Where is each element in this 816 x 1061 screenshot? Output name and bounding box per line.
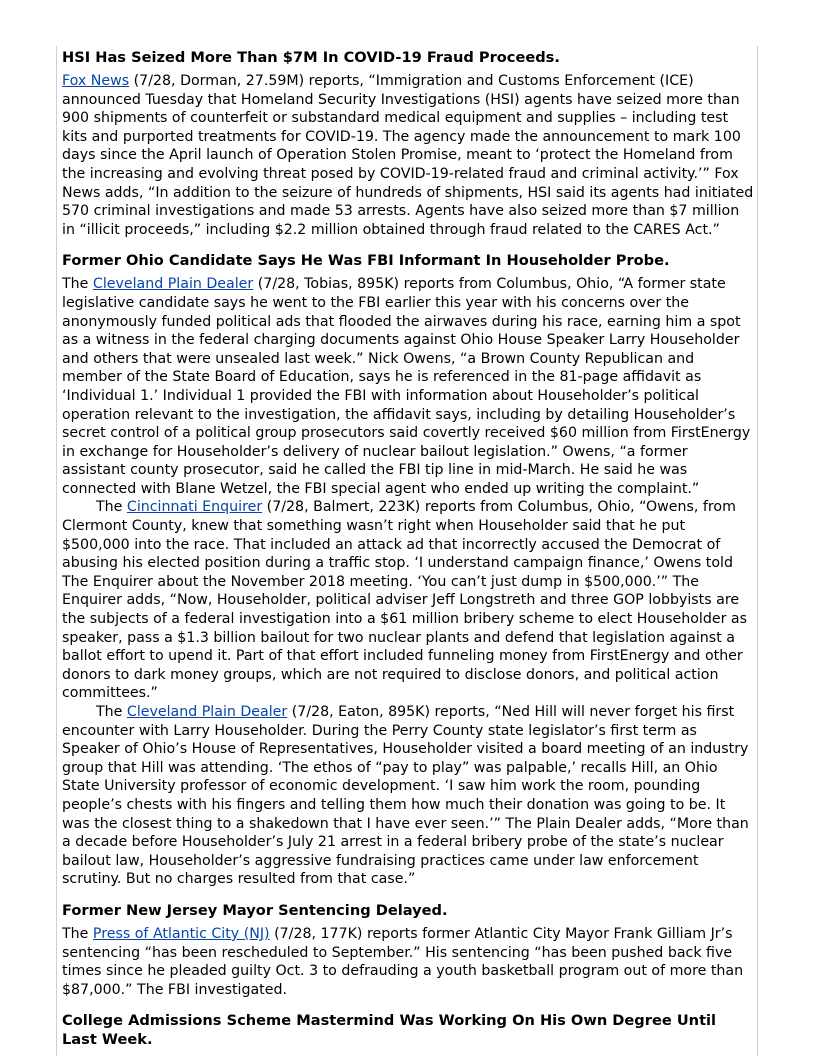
story-paragraph [62, 703, 754, 889]
paragraph-text: (7/28, Tobias, 895K) reports from Columbus, Ohio, “A former state legislative candidate says he went to the FBI earlier this year with his concerns over the anonymously funded political ads that flooded the airwaves during his race, earning him a spot as a witness in the federal charging documents against Ohio House Speaker Larry Householder and others that were unsealed last week.” Nick Owens, “a Brown County Republican and member of the State Board of Education, says he is referenced in the 81-page affidavit as ‘Individual 1.’ Individual 1 provided the FBI with information about Householder’s political operation relevant to the investigation, the affidavit says, including by detailing Householder’s secret control of a political group prosecutors said covertly received $60 million from FirstEnergy in exchange for Householder’s delivery of nuclear bailout legislation.” Owens, “a former assistant county prosecutor, said he called the FBI tip line in mid-March. He said he was connected with Blane Wetzel, the FBI special agent who ended up writing the complaint.” [62, 276, 751, 497]
paragraph-prefix: The [96, 704, 127, 720]
source-link-fox-news[interactable]: Fox News [62, 73, 130, 89]
story-headline: Former New Jersey Mayor Sentencing Delayed. [62, 901, 448, 919]
story-paragraph [62, 498, 754, 703]
story-nj-mayor-sentencing [62, 901, 754, 999]
story-paragraph [62, 925, 754, 999]
right-margin-rule [757, 46, 758, 1056]
left-margin-rule [56, 46, 57, 1056]
story-paragraph [62, 275, 754, 498]
paragraph-prefix: The [62, 925, 93, 942]
paragraph-text: (7/28, 177K) reports former Atlantic City Mayor Frank Gilliam Jr’s sentencing “has been rescheduled to September.” His sentencing “has been pushed back five times since he pleaded guilty Oct. 3 to defrauding a youth basketball program out of more than $87,000.” The FBI investigated. [62, 925, 744, 998]
story-ohio-fbi-informant [62, 251, 754, 889]
story-headline: HSI Has Seized More Than $7M In COVID-19 Fraud Proceeds. [62, 49, 560, 66]
source-link-cleveland-plain-dealer[interactable]: Cleveland Plain Dealer [92, 276, 254, 293]
paragraph-text: (7/28, Eaton, 895K) reports, “Ned Hill will never forget his first encounter with Larry Householder. During the Perry County state legislator’s first term as Speaker of Ohio’s House of Representatives, Householder visited a board meeting of an industry group that Hill was attending. ‘The ethos of “pay to play” was palpable,’ recalls Hill, an Ohio State University professor of economic development. ‘I saw him work the room, pounding people’s chests with his fingers and telling them how much their donation was going to be. It was the closest thing to a shakedown that I have ever seen.’” The Plain Dealer adds, “More than a decade before Householder’s July 21 arrest in a federal bribery probe of the state’s nuclear bailout law, Householder’s aggressive fundraising practices came under law enforcement scrutiny. But no charges resulted from that case.” [62, 704, 749, 888]
source-link-cleveland-plain-dealer[interactable]: Cleveland Plain Dealer [126, 704, 288, 720]
paragraph-prefix: The [96, 499, 127, 516]
story-headline: Former Ohio Candidate Says He Was FBI Informant In Householder Probe. [62, 252, 670, 270]
source-link-cincinnati-enquirer[interactable]: Cincinnati Enquirer [126, 499, 263, 516]
paragraph-text: (7/28, Balmert, 223K) reports from Columbus, Ohio, “Owens, from Clermont County, knew that something wasn’t right when Householder said that he put $500,000 into the race. That included an attack ad that incorrectly accused the Democrat of abusing his elected position during a traffic stop. ‘I understand campaign finance,’ Owens told The Enquirer about the November 2018 meeting. ‘You can’t just dump in $500,000.’” The Enquirer adds, “Now, Householder, political adviser Jeff Longstreth and three GOP lobbyists are the subjects of a federal investigation into a $61 million bribery scheme to elect Householder as speaker, pass a $1.3 billion bailout for two nuclear plants and defend that legislation against a ballot effort to upend it. Part of that effort included funneling money from FirstEnergy and other donors to dark money groups, which are not required to disclose donors, and political action committees.” [62, 499, 748, 702]
source-link-press-of-atlantic-city[interactable]: Press of Atlantic City (NJ) [92, 925, 270, 942]
story-paragraph [62, 72, 754, 239]
news-clips-page [62, 48, 754, 1061]
story-college-admissions [62, 1011, 754, 1049]
story-headline: College Admissions Scheme Mastermind Was Working On His Own Degree Until Last Week. [62, 1012, 717, 1049]
paragraph-text: (7/28, Dorman, 27.59M) reports, “Immigration and Customs Enforcement (ICE) announced Tuesday that Homeland Security Investigations (HSI) agents have seized more than 900 shipments of counterfeit or substandard medical equipment and supplies – including test kits and purported treatments for COVID-19. The agency made the announcement to mark 100 days since the April launch of Operation Stolen Promise, meant to ‘protect the Homeland from the increasing and evolving threat posed by COVID-19-related fraud and criminal activity.’” Fox News adds, “In addition to the seizure of hundreds of shipments, HSI said its agents had initiated 570 criminal investigations and made 53 arrests. Agents have also seized more than $7 million in “illicit proceeds,” including $2.2 million obtained through fraud related to the CARES Act.” [62, 73, 754, 238]
paragraph-prefix: The [62, 276, 93, 293]
story-hsi-covid-fraud [62, 48, 754, 239]
